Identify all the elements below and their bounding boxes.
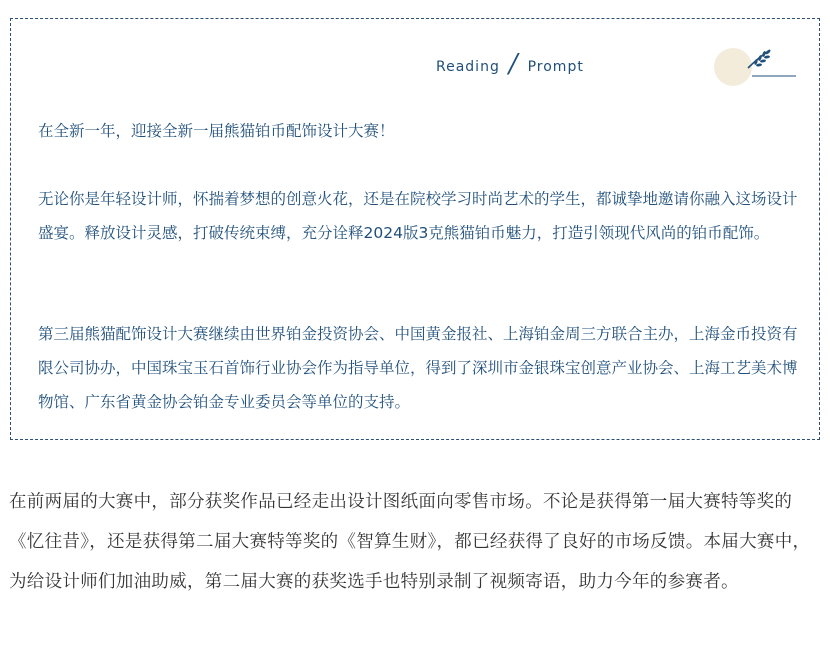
intro-paragraph: 在全新一年，迎接全新一届熊猫铂币配饰设计大赛！ [38, 122, 395, 140]
invitation-paragraph: 无论你是年轻设计师，怀揣着梦想的创意火花，还是在院校学习时尚艺术的学生，都诚挚地邀请你融入这场设计盛宴。释放设计灵感，打破传统束缚，充分诠释2024版3克熊猫铂币魅力，打造引领现代风尚的铂币配饰。 [38, 190, 798, 242]
organizers-paragraph: 第三届熊猫配饰设计大赛继续由世界铂金投资协会、中国黄金报社、上海铂金周三方联合主办，上海金币投资有限公司协办，中国珠宝玉石首饰行业协会作为指导单位，得到了深圳市金银珠宝创意产业协会、上海工艺美术博物馆、广东省黄金协会铂金专业委员会等单位的支持。 [38, 325, 798, 411]
reading-label: Reading [436, 59, 500, 75]
body-paragraph: 在前两届的大赛中，部分获奖作品已经走出设计图纸面向零售市场。不论是获得第一届大赛特等奖的《忆往昔》，还是获得第二届大赛特等奖的《智算生财》，都已经获得了良好的市场反馈。本届大赛中，为给设计师们加油助威，第二届大赛的获奖选手也特别录制了视频寄语，助力今年的参赛者。 [9, 492, 811, 592]
header-slash: / [508, 49, 519, 79]
wheat-icon [712, 46, 800, 90]
prompt-label: Prompt [527, 59, 584, 75]
reading-prompt-header [436, 49, 584, 82]
wheat-decoration [712, 46, 800, 90]
